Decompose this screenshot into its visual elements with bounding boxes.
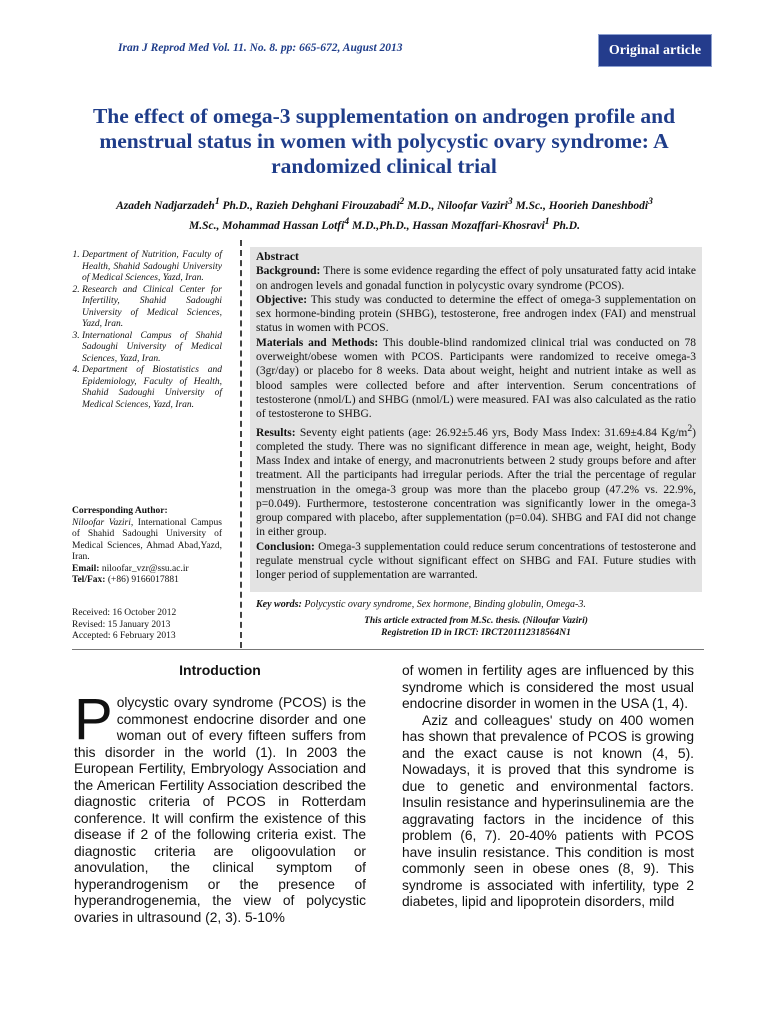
received-date: Received: 16 October 2012: [72, 608, 177, 618]
section-divider: [72, 649, 704, 650]
affiliation-item: 2. Research and Clinical Center for Infertility, Shahid Sadoughi University of Medical Sciences, Yazd, Iran.: [82, 285, 222, 331]
methods-label: Materials and Methods:: [256, 336, 379, 349]
author-degree: Ph.D.,: [219, 199, 256, 212]
author-affiliation-number: 2: [399, 196, 405, 207]
article-type-badge: Original article: [598, 34, 712, 67]
author-name: Hassan Mozaffari-Khosravi: [412, 219, 545, 232]
author-affiliation-number: 3: [507, 196, 513, 207]
author-name: Niloofar Vaziri: [437, 199, 508, 212]
methods-text: This double-blind randomized clinical trial was conducted on 78 overweight/obese women with PCOS. Participants were randomized to receive omega-3 (3gr/day) or placebo for 8 weeks. Data about weight, height and nutrient intake as well as blood samples were collected before and after intervention. Serum concentrations of testosterone (nmol/L) and SHBG (nmol/L) were measured. FAI was also calculated as the ratio of testosterone to SHBG.: [256, 336, 697, 421]
background-label: Background:: [256, 265, 321, 278]
author-affiliation-number: 1: [544, 215, 550, 227]
intro-paragraph: of women in fertility ages are influenced by this syndrome which is considered the most usual endocrine disorder in women in the USA (1, 4).: [402, 663, 694, 711]
article-dates: [72, 608, 222, 643]
author-list: [112, 194, 657, 234]
tel-value: (+86) 9166017881: [105, 575, 179, 585]
author-affiliation-number: 3: [648, 196, 653, 207]
results-text-a: Seventy eight patients (age: 26.92±5.46 yrs, Body Mass Index: 31.69±4.84 Kg/m: [295, 426, 688, 439]
keywords: [256, 598, 702, 611]
author-degree: Ph.D.: [549, 219, 580, 232]
thesis-note: [250, 615, 702, 639]
conclusion-label: Conclusion:: [256, 540, 315, 553]
objective-label: Objective:: [256, 293, 308, 306]
author-affiliation-number: 4: [344, 215, 350, 227]
corresponding-name: Niloofar Vaziri,: [72, 517, 134, 528]
corresponding-author: [72, 506, 222, 587]
registration-line: Registretion ID in IRCT: IRCT201112318564N1: [381, 628, 571, 638]
journal-reference: Iran J Reprod Med Vol. 11. No. 8. pp: 665-672, August 2013: [118, 42, 403, 54]
author-name: Hoorieh Daneshbodi: [548, 199, 649, 212]
affiliation-item: 4. Department of Biostatistics and Epidemiology, Faculty of Health, Shahid Sadoughi University of Medical Sciences, Yazd, Iran.: [82, 365, 222, 411]
tel-label: Tel/Fax:: [72, 575, 106, 585]
results-label: Results:: [256, 426, 296, 439]
email-label: Email:: [72, 563, 100, 574]
drop-cap: P: [74, 687, 113, 752]
keywords-text: Polycystic ovary syndrome, Sex hormone, Binding globulin, Omega-3.: [301, 599, 586, 610]
corresponding-address: International Campus of Shahid Sadoughi University of Medical Sciences, Ahmad Abad,Yazd, Iran.: [72, 517, 222, 562]
author-degree: M.D.,Ph.D.,: [349, 219, 413, 232]
affiliation-item: 1. Department of Nutrition, Faculty of Health, Shahid Sadoughi University of Medical Sciences, Yazd, Iran.: [82, 250, 222, 285]
introduction-heading: Introduction: [179, 662, 261, 678]
accepted-date: Accepted: 6 February 2013: [72, 631, 176, 641]
keywords-label: Key words:: [256, 599, 302, 610]
author-affiliation-number: 1: [214, 196, 220, 207]
article-title: The effect of omega-3 supplementation on androgen profile and menstrual status in women with polycystic ovary syndrome: A randomized clinical trial: [92, 104, 676, 178]
revised-date: Revised: 15 January 2013: [72, 619, 171, 630]
corresponding-label: Corresponding Author:: [72, 506, 168, 516]
abstract-heading: Abstract: [256, 251, 299, 263]
author-degree: M.D.,: [404, 199, 438, 212]
email-value[interactable]: niloofar_vzr@ssu.ac.ir: [99, 563, 189, 574]
author-name: Azadeh Nadjarzadeh: [116, 199, 215, 212]
intro-paragraph: Aziz and colleagues' study on 400 women has shown that prevalence of PCOS is growing and the exact cause is not known (4, 5). Nowadays, it is proved that this syndrome is due to genetic and environmental factors. Insulin resistance and hyperinsulinemia are the aggravating factors in the incidence of this problem (6, 7). 20-40% patients with PCOS have insulin resistance. This condition is most commonly seen in obese ones (8, 9). This syndrome is associated with infertility, type 2 diabetes, lipid and lipoprotein disorders, mild: [402, 712, 694, 909]
author-degree: M.Sc.,: [189, 219, 223, 232]
author-degree: M.Sc.,: [512, 199, 549, 212]
background-text: There is some evidence regarding the effect of poly unsaturated fatty acid intake on androgen levels and gonadal function in polycystic ovary syndrome (PCOS).: [256, 265, 696, 292]
intro-paragraph: olycystic ovary syndrome (PCOS) is the commonest endocrine disorder and one woman out of every fifteen suffers from this disorder in the world (1). In 2003 the European Fertility, Embryology Association and the American Fertility Association described the diagnostic criteria of PCOS in Rotterdam conference. It will confirm the existence of this disease if 2 of the following criteria exist. The diagnostic criteria are oligoovulation or anovulation, the clinical symptom of hyperandrogenism or the presence of hyperandrogenemia, the view of polycystic ovaries in ultrasound (2, 3). 5-10%: [74, 695, 366, 925]
author-name: Razieh Dehghani Firouzabadi: [255, 199, 400, 212]
abstract-box: [250, 247, 702, 592]
author-name: Mohammad Hassan Lotfi: [222, 219, 345, 232]
results-text-b: ) completed the study. There was no significant difference in mean age, weight, height, Body Mass Index and intake of energy, and macronutrients between 2 study groups before and after treatment. All the participants had irregular periods. After the trial the percentage of regular menstruation in the omega-3 group was more than the placebo group (47.2% vs. 22.9%, p=0.049). Furthermore, testosterone concentration was significantly lower in the omega-3 group compared with placebo, after supplementation (p=0.04). SHBG and FAI did not change in either group.: [256, 426, 696, 539]
results-superscript: 2: [687, 422, 693, 434]
conclusion-text: Omega-3 supplementation could reduce serum concentrations of testosterone and regulate menstrual cycle without significant effect on SHBG and FAI. Future studies with longer period of supplementation are warranted.: [256, 540, 696, 582]
body-column-right: [402, 663, 694, 911]
thesis-note-line: This article extracted from M.Sc. thesis. (Niloufar Vaziri): [364, 616, 588, 626]
column-divider: [240, 240, 242, 648]
objective-text: This study was conducted to determine the effect of omega-3 supplementation on sex hormone-binding protein (SHBG), testosterone, free androgen index (FAI) and menstrual status in women with PCOS.: [256, 293, 696, 335]
affiliations: [72, 250, 222, 411]
body-column-left: [74, 687, 366, 926]
affiliation-item: 3. International Campus of Shahid Sadoughi University of Medical Sciences, Yazd, Iran.: [82, 331, 222, 366]
